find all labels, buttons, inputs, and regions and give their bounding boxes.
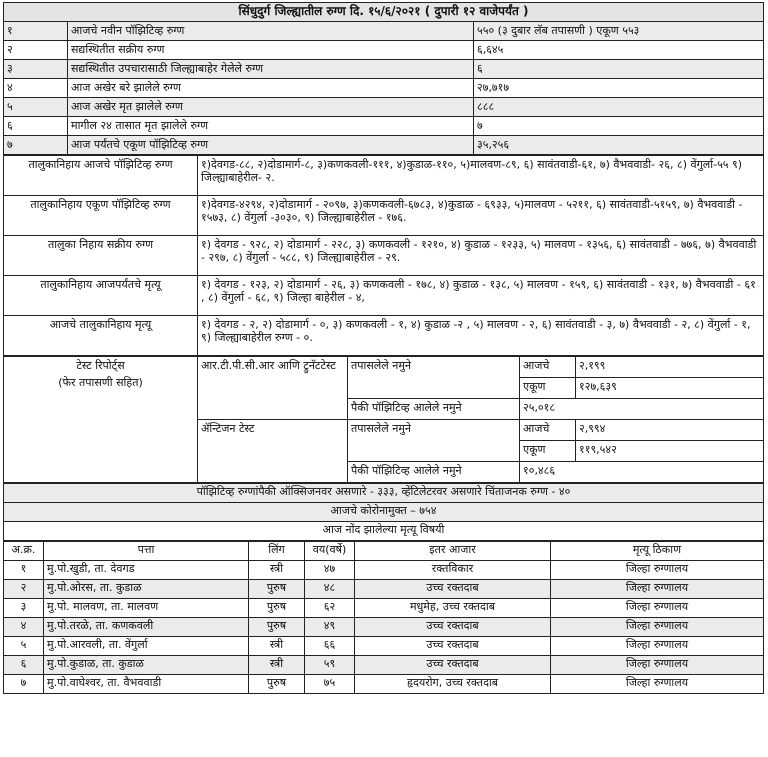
summary-value: ३५,२५६	[474, 136, 764, 155]
deaths-table	[3, 541, 764, 694]
death-age: ४८	[305, 580, 355, 599]
taluka-values: १)देवगड-८८, २)दोडामार्ग-८, ३)कणकवली-१११, ४)कुडाळ-११०, ५)मालवण-८९, ६) सावंतवाडी-६१, ७) वैभववाडी- २६, ८) वेंगुर्ला-५५ ९) जिल्ह्याबाहेरील- २.	[198, 156, 764, 196]
oxygen-ventilator-line: पॉझिटिव्ह रुग्णांपैकी ऑक्सिजनवर असणारे - ३३३, व्हेंटिलेटरवर असणारे चिंताजनक रुग्ण - ४०	[4, 484, 764, 503]
antigen-name: ॲन्टिजन टेस्ट	[198, 420, 348, 483]
test-reports-title: टेस्ट रिपोर्ट्स	[76, 359, 125, 372]
summary-value: ६,६४५	[474, 41, 764, 60]
summary-table	[3, 2, 764, 155]
report-sheet	[3, 2, 763, 694]
death-row	[4, 656, 764, 675]
death-age: ७५	[305, 675, 355, 694]
test-reports-subtitle: (फेर तपासणी सहित)	[58, 376, 143, 389]
header-age: वय(वर्षे)	[305, 542, 355, 561]
death-address: मु.पो. मालवण, ता. मालवण	[44, 599, 249, 618]
summary-value: ५५० (३ दुबार लॅब तपासणी ) एकूण ५५३	[474, 22, 764, 41]
death-no: ३	[4, 599, 44, 618]
death-address: मु.पो.ओरस, ता. कुडाळ	[44, 580, 249, 599]
death-no: ७	[4, 675, 44, 694]
rtpcr-name: आर.टी.पी.सी.आर आणि ट्रुनॅटटेस्ट	[198, 357, 348, 420]
summary-no: ७	[4, 136, 68, 155]
test-reports-label	[4, 357, 198, 483]
death-other: उच्च रक्तदाब	[355, 618, 551, 637]
summary-label: सद्यस्थितीत उपचारासाठी जिल्ह्याबाहेर गेलेले रुग्ण	[68, 60, 474, 79]
death-row	[4, 618, 764, 637]
death-other: उच्च रक्तदाब	[355, 580, 551, 599]
rtpcr-samples-label: तपासलेले नमुने	[348, 357, 520, 399]
death-no: १	[4, 561, 44, 580]
summary-value: २७,७१७	[474, 79, 764, 98]
header-gender: लिंग	[249, 542, 305, 561]
death-row	[4, 599, 764, 618]
death-address: मु.पो.आरवली, ता. वेंगुर्ला	[44, 637, 249, 656]
taluka-values: १) देवगड - ९२८, २) दोडामार्ग - २२८, ३) कणकवली - १२१०, ४) कुडाळ - १२३३, ५) मालवण - १३५६, ६) सावंतवाडी - ७७६, ७) वैभववाडी - २९७, ८) वेंगुर्ला - ५८८, ९) जिल्ह्याबाहेरील - २९.	[198, 236, 764, 276]
header-other: इतर आजार	[355, 542, 551, 561]
death-gender: पुरुष	[249, 599, 305, 618]
taluka-label: तालुका निहाय सक्रीय रुग्ण	[4, 236, 198, 276]
taluka-label: तालुकानिहाय एकूण पॉझिटिव्ह रुग्ण	[4, 196, 198, 236]
taluka-row	[4, 156, 764, 196]
taluka-values: १)देवगड-४२९४, २)दोडामार्ग - २०९७, ३)कणकवली-६७८३, ४)कुडाळ - ६९३३, ५)मालवण - ५२११, ६) सावंतवाडी-५१५९, ७) वैभववाडी - १५७३, ८) वेंगुर्ला -३०३०, ९) जिल्ह्याबाहेरील - १७६.	[198, 196, 764, 236]
death-gender: स्त्री	[249, 637, 305, 656]
death-row	[4, 675, 764, 694]
summary-label: सद्यस्थितीत सक्रीय रुग्ण	[68, 41, 474, 60]
taluka-label: तालुकानिहाय आजपर्यंतचे मृत्यू	[4, 276, 198, 316]
death-other: उच्च रक्तदाब	[355, 637, 551, 656]
death-address: मु.पो.वाघेश्वर, ता. वैभववाडी	[44, 675, 249, 694]
summary-no: २	[4, 41, 68, 60]
antigen-total-value: ११९,५४२	[576, 441, 764, 462]
taluka-values: १) देवगड - १२३, २) दोडामार्ग - २६, ३) कणकवली - १७८, ४) कुडाळ - १३८, ५) मालवण - १५९, ६) सावंतवाडी - १३१, ७) वैभववाडी - ६१ , ८) वेंगुर्ला - ६८, ९) जिल्हा बाहेरील - ४,	[198, 276, 764, 316]
rtpcr-total-label: एकूण	[520, 378, 576, 399]
summary-label: आज अखेर बरे झालेले रुग्ण	[68, 79, 474, 98]
death-row	[4, 637, 764, 656]
death-other: रक्तविकार	[355, 561, 551, 580]
summary-row	[4, 98, 764, 117]
summary-value: ८८८	[474, 98, 764, 117]
header-place: मृत्यू ठिकाण	[551, 542, 764, 561]
summary-row	[4, 60, 764, 79]
deaths-heading: आज नोंद झालेल्या मृत्यू विषयी	[4, 522, 764, 541]
death-no: २	[4, 580, 44, 599]
header-no: अ.क्र.	[4, 542, 44, 561]
death-address: मु.पो.तरळे, ता. कणकवली	[44, 618, 249, 637]
death-address: मु.पो.कुडाळ, ता. कुडाळ	[44, 656, 249, 675]
death-age: ६६	[305, 637, 355, 656]
recovered-today: आजचे कोरोनामुक्त – ७५४	[4, 503, 764, 522]
report-title: सिंधुदुर्ग जिल्ह्यातील रुग्ण दि. १५/६/२०२१ ( दुपारी १२ वाजेपर्यंत )	[4, 3, 764, 22]
summary-value: ७	[474, 117, 764, 136]
taluka-table	[3, 155, 764, 356]
death-place: जिल्हा रुग्णालय	[551, 580, 764, 599]
death-age: ४९	[305, 618, 355, 637]
death-other: मधुमेह, उच्च रक्तदाब	[355, 599, 551, 618]
summary-label: मागील २४ तासात मृत झालेले रुग्ण	[68, 117, 474, 136]
death-place: जिल्हा रुग्णालय	[551, 599, 764, 618]
test-reports-table	[3, 356, 764, 483]
death-other: हृदयरोग, उच्च रक्तदाब	[355, 675, 551, 694]
death-no: ६	[4, 656, 44, 675]
summary-no: ३	[4, 60, 68, 79]
death-place: जिल्हा रुग्णालय	[551, 618, 764, 637]
death-no: ५	[4, 637, 44, 656]
death-row	[4, 580, 764, 599]
antigen-positive-value: १०,४८६	[520, 462, 764, 483]
death-no: ४	[4, 618, 44, 637]
summary-label: आजचे नवीन पॉझिटिव्ह रुग्ण	[68, 22, 474, 41]
summary-row	[4, 22, 764, 41]
taluka-row	[4, 316, 764, 356]
death-place: जिल्हा रुग्णालय	[551, 561, 764, 580]
taluka-row	[4, 196, 764, 236]
summary-row	[4, 136, 764, 155]
rtpcr-positive-label: पैकी पॉझिटिव्ह आलेले नमुने	[348, 399, 520, 420]
antigen-today-value: २,९९४	[576, 420, 764, 441]
summary-label: आज पर्यंतचे एकूण पॉझिटिव्ह रुग्ण	[68, 136, 474, 155]
summary-no: ५	[4, 98, 68, 117]
death-gender: पुरुष	[249, 618, 305, 637]
taluka-row	[4, 276, 764, 316]
summary-row	[4, 41, 764, 60]
death-gender: पुरुष	[249, 580, 305, 599]
death-other: उच्च रक्तदाब	[355, 656, 551, 675]
header-address: पत्ता	[44, 542, 249, 561]
notes-table	[3, 483, 764, 541]
rtpcr-today-label: आजचे	[520, 357, 576, 378]
death-address: मु.पो.खुडी, ता. देवगड	[44, 561, 249, 580]
antigen-positive-label: पैकी पॉझिटिव्ह आलेले नमुने	[348, 462, 520, 483]
summary-no: ६	[4, 117, 68, 136]
summary-row	[4, 79, 764, 98]
taluka-values: १) देवगड - २, २) दोडामार्ग - ०, ३) कणकवली - १, ४) कुडाळ -२ , ५) मालवण - २, ६) सावंतवाडी - ३, ७) वैभववाडी - २, ८) वेंगुर्ला - १, ९) जिल्ह्याबाहेरील रुग्ण - ०.	[198, 316, 764, 356]
death-row	[4, 561, 764, 580]
antigen-today-label: आजचे	[520, 420, 576, 441]
summary-value: ६	[474, 60, 764, 79]
rtpcr-total-value: १२७,६३९	[576, 378, 764, 399]
summary-row	[4, 117, 764, 136]
rtpcr-positive-value: २५,०१८	[520, 399, 764, 420]
death-place: जिल्हा रुग्णालय	[551, 637, 764, 656]
rtpcr-today-value: २,१९९	[576, 357, 764, 378]
death-place: जिल्हा रुग्णालय	[551, 675, 764, 694]
death-gender: स्त्री	[249, 656, 305, 675]
summary-label: आज अखेर मृत झालेले रुग्ण	[68, 98, 474, 117]
death-gender: स्त्री	[249, 561, 305, 580]
death-age: ४७	[305, 561, 355, 580]
taluka-label: तालुकानिहाय आजचे पॉझिटिव्ह रुग्ण	[4, 156, 198, 196]
death-gender: पुरुष	[249, 675, 305, 694]
taluka-row	[4, 236, 764, 276]
death-place: जिल्हा रुग्णालय	[551, 656, 764, 675]
antigen-total-label: एकूण	[520, 441, 576, 462]
summary-no: १	[4, 22, 68, 41]
death-age: ६२	[305, 599, 355, 618]
antigen-samples-label: तपासलेले नमुने	[348, 420, 520, 462]
summary-no: ४	[4, 79, 68, 98]
taluka-label: आजचे तालुकानिहाय मृत्यू	[4, 316, 198, 356]
death-age: ५९	[305, 656, 355, 675]
